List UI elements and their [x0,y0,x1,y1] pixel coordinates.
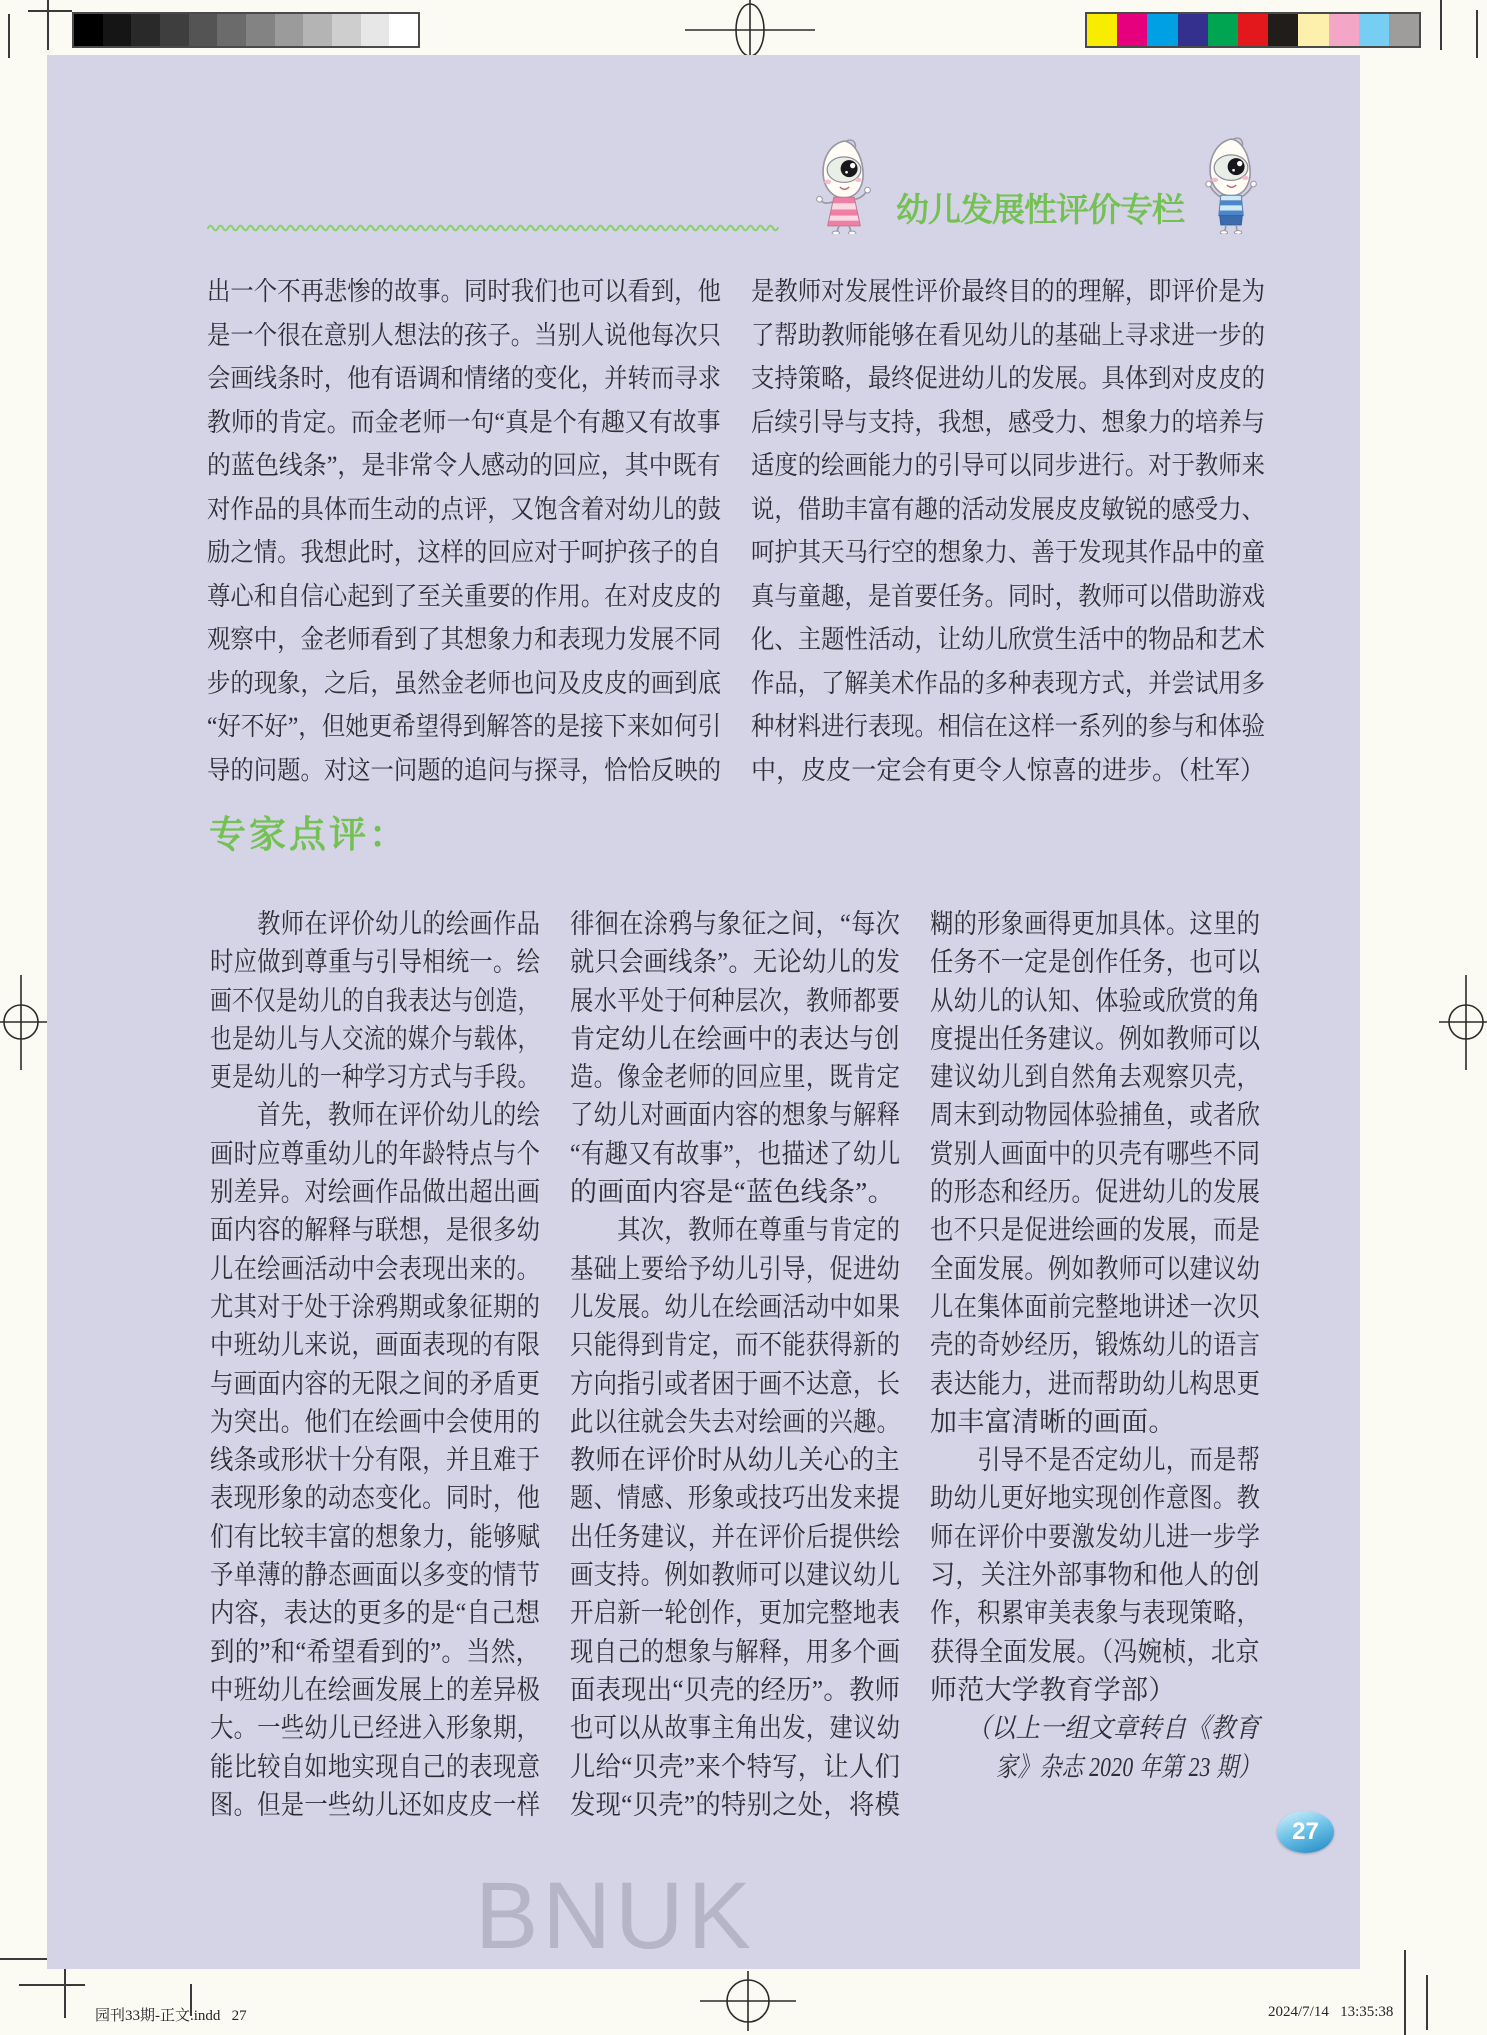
column-title: 幼儿发展性评价专栏 [896,191,1184,228]
page-number-badge: 27 [1277,1811,1334,1853]
registration-mark-left-middle [0,975,48,1070]
top-right-column: 是教师对发展性评价最终目的的理解，即评价是为 了帮助教师能够在看见幼儿的基础上寻求进一步的 支持策略，最终促进幼儿的发展。具体到对皮皮的 后续引导与支持，我想，感受力、想象力的培养与 适度的绘画能力的引导可以同步进行。对于教师来 说，借助丰富有趣的活动发展皮皮敏锐的感受力、 呵护其天马行空的想象力、善于发现其作品中的童 真与童趣，是首要任务。同时，教师可以借助游戏 化、主题性活动，让幼儿欣赏生活中的物品和艺术 作品，了解美术作品的多种表现方式，并尝试用多 种材料进行表现。相信在这样一系列的参与和体验 中，皮皮一定会有更令人惊喜的进步。（杜军） [751,277,1266,785]
mascot-boy-illustration [1196,136,1264,234]
crop-mark [1440,0,1442,50]
crop-mark [19,1984,85,1986]
registration-mark-right-middle [1439,975,1487,1070]
expert-column-3-body: 糊的形象画得更加具体。这里的 任务不一定是创作任务，也可以 从幼儿的认知、体验或欣赏的角 度提出任务建议。例如教师可以 建议幼儿到自然角去观察贝壳， 周末到动物园体验捕鱼，或者欣 赏别人画面中的贝壳有哪些不同 的形态和经历。促进幼儿的发展 也不只是促进绘画的发展，而是 全面发展。例如教师可以建议幼 儿在集体面前完整地讲述一次贝 壳的奇妙经历，锻炼幼儿的语言 表达能力，进而帮助幼儿构思更 加丰富清晰的画面。 引导不是否定幼儿，而是帮 助幼儿更好地实现创作意图。教 师在评价中要激发幼儿进一步学 习，关注外部事物和他人的创 作，积累审美表象与表现策略， 获得全面发展。（冯婉桢，北京 师范大学教育学部） [930,909,1261,1705]
source-citation: （以上一组文章转自《教育 家》杂志 2020 年第 23 期） [930,1713,1261,1782]
crop-mark [1404,1950,1406,2035]
expert-column-3 [930,905,1260,1786]
color-calibration-bar [1085,12,1421,48]
registration-mark-bottom-center [700,1971,796,2031]
watermark: BNUK [475,1863,755,1969]
crop-mark [28,10,72,12]
mascot-girl-illustration [812,138,876,234]
wavy-divider [207,221,1353,235]
registration-mark-top-center [685,0,815,58]
crop-mark [47,0,49,50]
expert-column-1: 教师在评价幼儿的绘画作品 时应做到尊重与引导相统一。绘 画不仅是幼儿的自我表达与创造， 也是幼儿与人交流的媒介与载体， 更是幼儿的一种学习方式与手段。 首先，教师在评价幼儿的绘 画时应尊重幼儿的年龄特点与个 别差异。对绘画作品做出超出画 面内容的解释与联想，是很多幼 儿在绘画活动中会表现出来的。 尤其对于处于涂鸦期或象征期的 中班幼儿来说，画面表现的有限 与画面内容的无限之间的矛盾更 为突出。他们在绘画中会使用的 线条或形状十分有限，并且难于 表现形象的动态变化。同时，他 们有比较丰富的想象力，能够赋 予单薄的静态画面以多变的情节 内容，表达的更多的是“自己想 到的”和“希望看到的”。当然， 中班幼儿在绘画发展上的差异极 大。一些幼儿已经进入形象期， 能比较自如地实现自己的表现意 图。但是一些幼儿还如皮皮一样 [210,909,541,1820]
footer-timestamp: 2024/7/14 13:35:38 [1268,2004,1394,2020]
grayscale-calibration-bar [72,12,420,48]
footer-file-name: 园刊33期-正文.indd 27 [95,2008,247,2024]
expert-column-2: 徘徊在涂鸦与象征之间，“每次 就只会画线条”。无论幼儿的发 展水平处于何种层次，教师都要 肯定幼儿在绘画中的表达与创 造。像金老师的回应里，既肯定 了幼儿对画面内容的想象与解释 “有趣又有故事”，也描述了幼儿 的画面内容是“蓝色线条”。 其次，教师在尊重与肯定的 基础上要给予幼儿引导，促进幼 儿发展。幼儿在绘画活动中如果 只能得到肯定，而不能获得新的 方向指引或者困于画不达意，长 此以往就会失去对绘画的兴趣。 教师在评价时从幼儿关心的主 题、情感、形象或技巧出发来提 出任务建议，并在评价后提供绘 画支持。例如教师可以建议幼儿 开启新一轮创作，更加完整地表 现自己的想象与解释，用多个画 面表现出“贝壳的经历”。教师 也可以从故事主角出发，建议幼 儿给“贝壳”来个特写，让人们 发现“贝壳”的特别之处，将模 [570,909,901,1820]
top-left-column: 出一个不再悲惨的故事。同时我们也可以看到，他 是一个很在意别人想法的孩子。当别人说他每次只 会画线条时，他有语调和情绪的变化，并转而寻求 教师的肯定。而金老师一句“真是个有趣又有故事 的蓝色线条”，是非常令人感动的回应，其中既有 对作品的具体而生动的点评，又饱含着对幼儿的鼓 励之情。我想此时，这样的回应对于呵护孩子的自 尊心和自信心起到了至关重要的作用。在对皮皮的 观察中，金老师看到了其想象力和表现力发展不同 步的现象，之后，虽然金老师也问及皮皮的画到底 “好不好”，但她更希望得到解答的是接下来如何引 导的问题。对这一问题的追问与探寻，恰恰反映的 [207,277,722,785]
expert-review-heading: 专家点评： [209,814,409,855]
crop-mark [1426,1975,1428,2030]
crop-mark [8,14,10,58]
crop-mark [1476,10,1478,58]
